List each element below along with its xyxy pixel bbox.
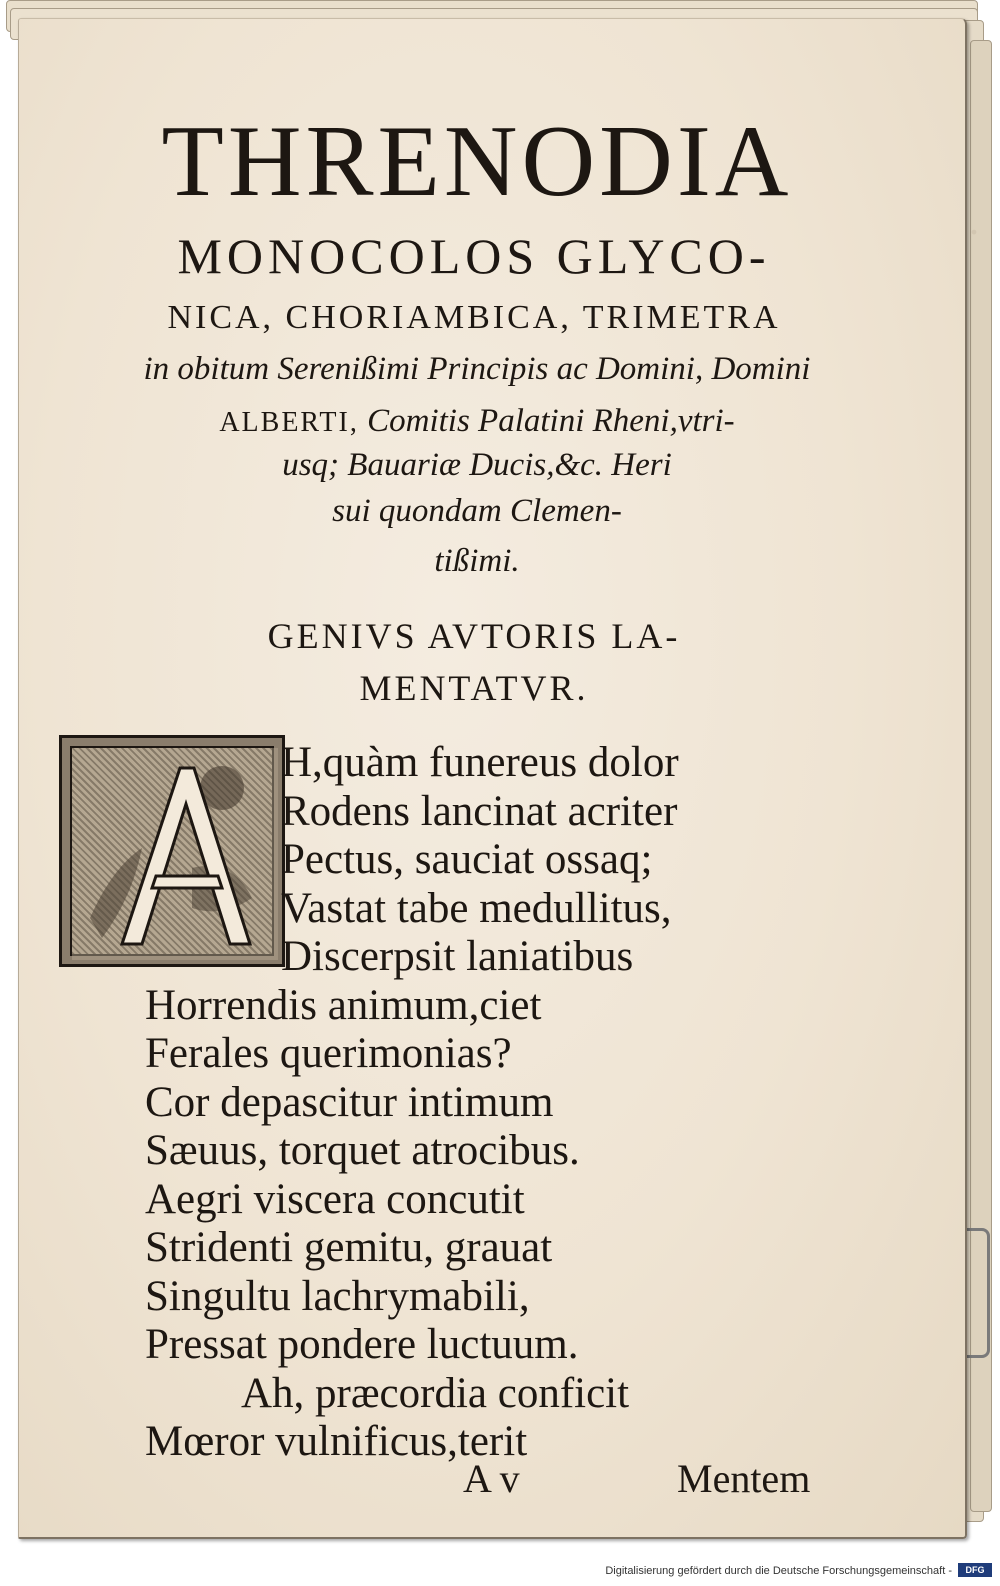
verse-line: Singultu lachrymabili, [145, 1272, 530, 1320]
verse-line: Ferales querimonias? [145, 1030, 512, 1077]
bleed-through-text: . [969, 198, 979, 243]
title-line-5: usq; Bauariæ Ducis,&c. Heri [282, 447, 672, 483]
title-line-4-rest: Comitis Palatini Rheni,vtri- [358, 403, 735, 439]
verse-line: Cor depascitur intimum [145, 1078, 554, 1126]
heading-line-1: GENIVS AVTORIS LA- [267, 616, 681, 656]
verse-line: Discerpsit laniatibus [281, 933, 634, 980]
verse-line: Aegri viscera concutit [145, 1175, 525, 1223]
title-line-4 [63, 403, 891, 440]
dfg-logo: DFG [958, 1563, 992, 1577]
title-line-7: tißimi. [434, 543, 520, 579]
verse-line: H,quàm funereus dolor [281, 739, 679, 786]
verse-line: Pressat pondere luctuum. [145, 1321, 579, 1368]
verse-line: Stridenti gemitu, grauat [145, 1224, 553, 1271]
verse-line: Sæuus, torquet atrocibus. [145, 1127, 580, 1174]
verse-line: Rodens lancinat acriter [281, 787, 678, 835]
initial-woodcut [70, 746, 274, 956]
decorated-initial-icon [59, 735, 285, 967]
verse-line: Ah, præcordia conficit [241, 1369, 630, 1417]
verse-line: Vastat tabe medullitus, [281, 884, 672, 932]
verse-line: Pectus, sauciat ossaq; [281, 836, 653, 883]
title-line-1: MONOCOLOS GLYCO- [177, 228, 771, 284]
catchword: Mentem [677, 1456, 811, 1501]
title-main: THRENODIA [161, 105, 793, 218]
verse-line: Mœror vulnificus,terit [145, 1418, 528, 1465]
title-line-2: NICA, CHORIAMBICA, TRIMETRA [167, 299, 781, 336]
title-line-3: in obitum Serenißimi Principis ac Domini, Domini [143, 351, 811, 387]
book-page [18, 18, 979, 1539]
signature-mark: A v [463, 1456, 520, 1501]
title-line-6: sui quondam Clemen- [332, 493, 622, 529]
verse-line: Horrendis animum,ciet [145, 981, 542, 1029]
initial-letter-a-icon [72, 748, 278, 960]
title-name-alberti: ALBERTI, [219, 407, 359, 438]
footer-credit: Digitalisierung gefördert durch die Deutsche Forschungsgemeinschaft - [605, 1565, 952, 1577]
heading-line-2: MENTATVR. [359, 668, 589, 708]
